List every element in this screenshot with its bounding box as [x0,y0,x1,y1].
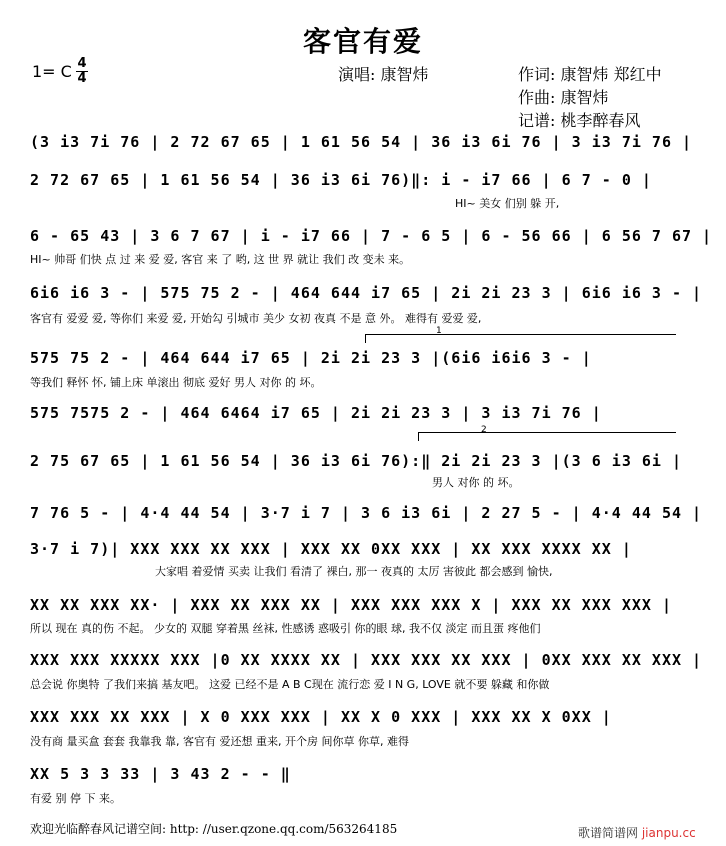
watermark-url: jianpu.cc [641,826,696,840]
lyrics-row-7: 男人 对你 的 坏。 [432,476,520,489]
volta-bracket-1 [365,334,676,343]
lyrics-row-5: 等我们 释怀 怀, 铺上床 单滚出 彻底 爱好 男人 对你 的 坏。 [30,376,322,389]
score-row-5: 575 75 2 - | 464 644 i7 65 | 2i 2i 23 3 |(6i6 i6i6 3 - | [30,349,592,367]
volta-bracket-2 [418,432,676,441]
score-row-7: 2 75 67 65 | 1 61 56 54 | 36 i3 6i 76):‖ 2i 2i 23 3 |(3 6 i3 6i | [30,452,682,470]
volta-number-1: 1 [436,326,442,336]
score-row-8: 7 76 5 - | 4·4 44 54 | 3·7 i 7 | 3 6 i3 6i | 2 27 5 - | 4·4 44 54 | [30,504,703,522]
lyrics-row-10: 所以 现在 真的伤 不起。 少女的 双腿 穿着黑 丝袜, 性感诱 惑吸引 你的眼 球, 我不仅 淡定 而且蛋 疼他们 [30,622,541,635]
lyrics-row-11: 总会说 你奥特 了我们来搞 基友吧。 这爱 已经不是 A B C现在 流行恋 爱 I N G, LOVE 就不要 躲藏 和你做 [30,678,550,691]
score-row-3: 6 - 65 43 | 3 6 7 67 | i - i7 66 | 7 - 6 5 | 6 - 56 66 | 6 56 7 67 | [30,227,713,245]
lyrics-row-4: 客官有 爱爱 爱, 等你们 来爱 爱, 开始勾 引城市 美少 女初 夜真 不是 意 外。 难得有 爱爱 爱, [30,312,482,325]
singer-credit: 演唱: 康智炜 [338,65,429,84]
time-signature-top: 4 [77,56,87,71]
page-title: 客官有爱 [302,25,423,58]
time-signature [76,58,88,85]
score-row-4: 6i6 i6 3 - | 575 75 2 - | 464 644 i7 65 | 2i 2i 23 3 | 6i6 i6 3 - | [30,284,703,302]
score-row-10: XX XX XXX XX· | XXX XX XXX XX | XXX XXX XXX X | XXX XX XXX XXX | [30,596,672,614]
watermark-prefix: 歌谱简谱网 [578,826,642,840]
score-row-9: 3·7 i 7)| XXX XXX XX XXX | XXX XX 0XX XXX | XX XXX XXXX XX | [30,540,632,558]
lyricist-credit: 作词: 康智炜 郑红中 [518,65,662,84]
lyrics-row-2: HI~ 美女 们别 躲 开, [455,197,560,210]
score-row-12: XXX XXX XX XXX | X 0 XXX XXX | XX X 0 XXX | XXX XX X 0XX | [30,708,612,726]
key-signature: 1= C [32,62,72,81]
lyrics-row-12: 没有商 量买盒 套套 我靠我 靠, 客官有 爱还想 重来, 开个房 间你草 你草, 难得 [30,735,409,748]
composer-credit: 作曲: 康智炜 [518,88,609,107]
score-row-2: 2 72 67 65 | 1 61 56 54 | 36 i3 6i 76)‖: i - i7 66 | 6 7 - 0 | [30,171,652,189]
lyrics-row-13: 有爱 别 停 下 来。 [30,792,121,805]
score-row-6: 575 7575 2 - | 464 6464 i7 65 | 2i 2i 23 3 | 3 i3 7i 76 | [30,404,602,422]
score-row-13: XX 5 3 3 33 | 3 43 2 - - ‖ [30,765,291,783]
transcriber-credit: 记谱: 桃李醉春风 [518,111,641,130]
time-signature-bottom: 4 [77,71,87,86]
watermark [578,824,696,841]
score-row-11: XXX XXX XXXXX XXX |0 XX XXXX XX | XXX XXX XX XXX | 0XX XXX XX XXX | [30,651,703,669]
lyrics-row-3: HI~ 帅哥 们快 点 过 来 爱 爱, 客官 来 了 哟, 这 世 界 就让 我们 改 变未 来。 [30,253,411,266]
footer-text: 欢迎光临醉春风记谱空间: http: //user.qzone.qq.com/563264185 [30,822,398,836]
volta-number-2: 2 [481,425,487,435]
score-row-1: (3 i3 7i 76 | 2 72 67 65 | 1 61 56 54 | 36 i3 6i 76 | 3 i3 7i 76 | [30,133,693,151]
lyrics-row-9: 大家唱 着爱情 买卖 让我们 看清了 裸白, 那一 夜真的 太厉 害彼此 都会感到 愉快, [155,565,553,578]
